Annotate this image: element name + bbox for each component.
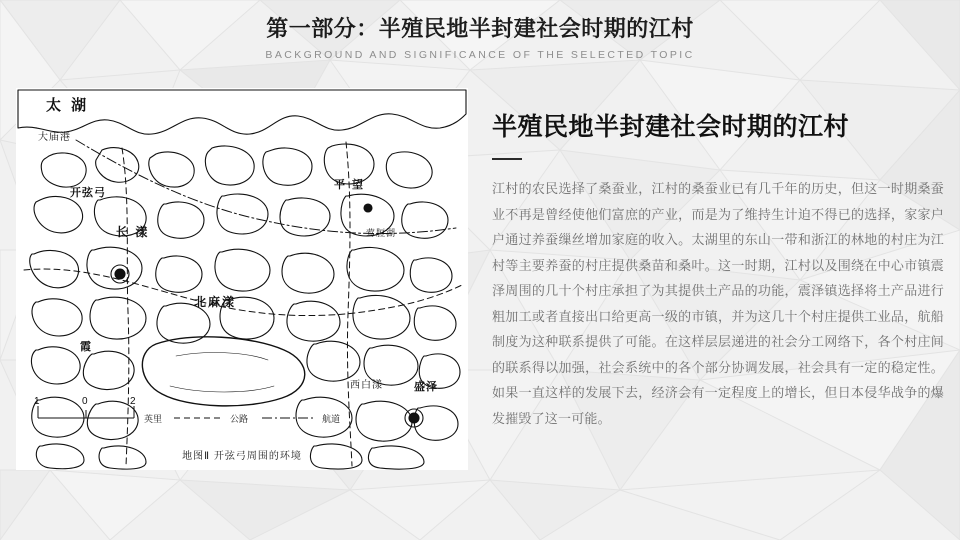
legend-label-mile: 英里	[144, 414, 163, 424]
content-column	[492, 110, 944, 431]
scale-label-0: 0	[82, 396, 88, 407]
slide-header	[0, 14, 960, 61]
page-title: 第一部分：半殖民地半封建社会时期的江村	[266, 16, 694, 41]
scale-label-1: 1	[34, 396, 40, 407]
legend-label-road: 公路	[230, 414, 249, 424]
map-label-xiacun: 霞	[80, 341, 92, 353]
map-label-zhenze: 盛泽	[414, 381, 438, 393]
content-heading: 半殖民地半封建社会时期的江村	[492, 113, 850, 141]
map-label-damiaogang: 大庙港	[38, 132, 71, 143]
scale-label-2: 2	[130, 396, 136, 407]
map-label-kaixiangong: 开弦弓	[70, 187, 106, 199]
legend-label-waterway: 航道	[322, 414, 341, 424]
content-paragraph: 江村的农民选择了桑蚕业，江村的桑蚕业已有几千年的历史，但这一时期桑蚕业不再是曾经使他们富庶的产业，而是为了维持生计迫不得已的选择，家家户户通过养蚕缫丝增加家庭的收入。太湖里的东山一带和浙江的林地的村庄为江村等主要养蚕的村庄提供桑苗和桑叶。这一时期，江村以及围绕在中心市镇震泽周围的几十个村庄承担了为其提供土产品的功能，震泽镇选择将土产品进行粗加工或者直接出口给更高一级的市镇，并为这几十个村庄提供工业品，航船制度为这种联系提供了可能。在这样层层递进的社会分工网络下，各个村庄间的联系得以加强，社会系统中的各个部分协调发展，社会具有一定的稳定性。如果一直这样的发展下去，经济会有一定程度上的增长，但日本侵华战争的爆发摧毁了这一可能。	[492, 181, 944, 426]
figure-caption: 地图Ⅱ 开弦弓周围的环境	[182, 451, 302, 462]
map-label-xibaiyang: 西白漾	[350, 380, 383, 391]
map-label-beimayang: 北麻漾	[194, 295, 237, 309]
map-figure	[16, 88, 468, 470]
page-subtitle-en: BACKGROUND AND SIGNIFICANCE OF THE SELECTED TOPIC	[265, 49, 695, 61]
map-label-taihu: 太 湖	[46, 97, 90, 114]
map-label-yingdouhu: 莺脰湖	[366, 228, 397, 238]
heading-underline	[492, 158, 522, 160]
map-label-pingwang: 平 望	[334, 179, 366, 191]
map-label-changyang: 长 漾	[116, 225, 150, 239]
